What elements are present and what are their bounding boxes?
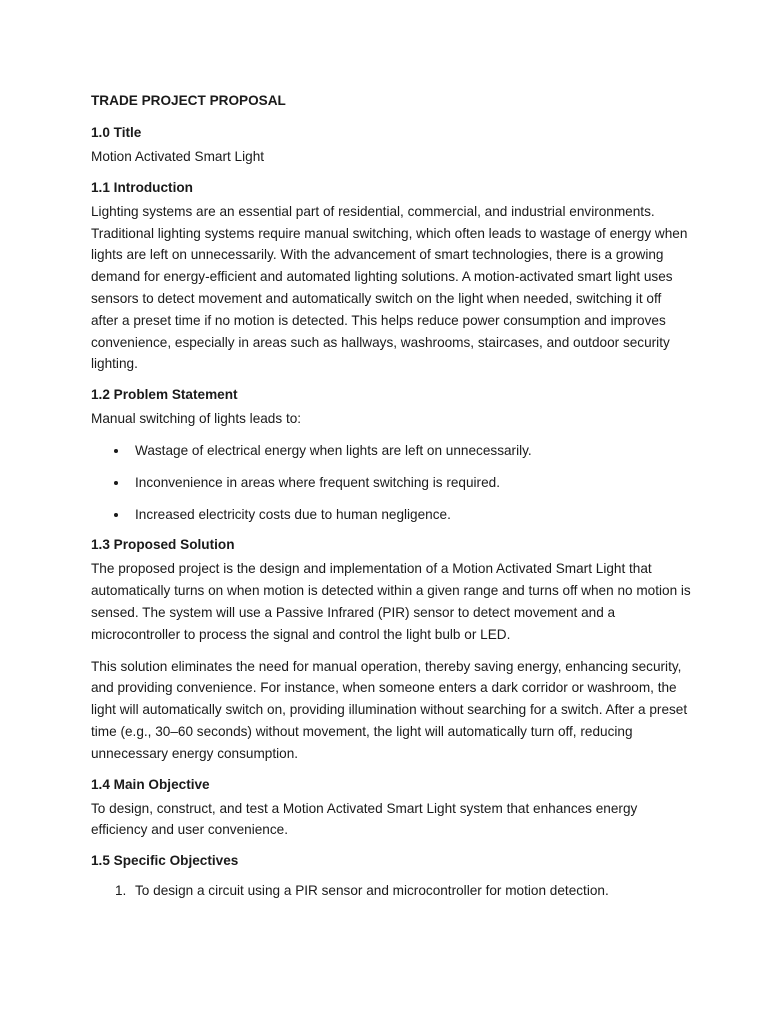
list-item: Wastage of electrical energy when lights are left on unnecessarily.: [91, 440, 691, 462]
section-paragraph: The proposed project is the design and implementation of a Motion Activated Smart Light that automatically turns on when motion is detected within a given range and turns off when no motion is sensed. The system will use a Passive Infrared (PIR) sensor to detect movement and a microcontroller to process the signal and control the light bulb or LED.: [91, 561, 691, 642]
section-heading: 1.3 Proposed Solution: [91, 537, 235, 553]
list-number: 1.: [115, 883, 127, 899]
section-introduction: [91, 179, 691, 375]
section-heading: 1.4 Main Objective: [91, 776, 210, 792]
list-item: Inconvenience in areas where frequent switching is required.: [91, 472, 691, 494]
section-heading: 1.5 Specific Objectives: [91, 853, 239, 869]
section-problem-statement: [91, 386, 691, 525]
section-intro: Manual switching of lights leads to:: [91, 411, 302, 427]
numbered-list: [91, 880, 691, 902]
list-text: To design a circuit using a PIR sensor and microcontroller for motion detection.: [135, 883, 609, 899]
section-specific-objectives: [91, 852, 691, 902]
section-main-objective: [91, 776, 691, 842]
section-body: Motion Activated Smart Light: [91, 149, 265, 164]
list-item: Increased electricity costs due to human negligence.: [91, 504, 691, 526]
section-heading: 1.0 Title: [91, 125, 142, 140]
section-heading: 1.2 Problem Statement: [91, 387, 238, 403]
section-title: [91, 124, 691, 168]
document-content: [91, 92, 691, 913]
list-item: [91, 880, 691, 902]
section-heading: 1.1 Introduction: [91, 179, 193, 195]
section-paragraph: This solution eliminates the need for manual operation, thereby saving energy, enhancing security, and providing convenience. For instance, when someone enters a dark corridor or washroom, the light will automatically switch on, providing illumination without searching for a switch. After a preset time (e.g., 30–60 seconds) without movement, the light will automatically turn off, reducing unnecessary energy consumption.: [91, 658, 688, 761]
section-body: Lighting systems are an essential part of residential, commercial, and industrial environments. Traditional lighting systems require manual switching, which often leads to wastage of energy when lights are left on unnecessarily. With the advancement of smart technologies, there is a growing demand for energy-efficient and automated lighting solutions. A motion-activated smart light uses sensors to detect movement and automatically switch on the light when needed, switching it off after a preset time if no motion is detected. This helps reduce power consumption and improves convenience, especially in areas such as hallways, washrooms, staircases, and outdoor security lighting.: [91, 203, 688, 372]
section-proposed-solution: [91, 536, 691, 764]
document-title: TRADE PROJECT PROPOSAL: [91, 93, 286, 108]
section-body: To design, construct, and test a Motion Activated Smart Light system that enhances energy efficiency and user convenience.: [91, 800, 638, 838]
bullet-list: [91, 440, 691, 525]
